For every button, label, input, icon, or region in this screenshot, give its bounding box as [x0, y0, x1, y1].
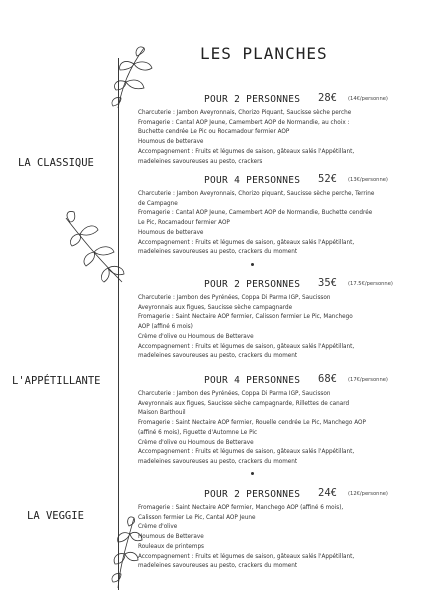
item-line: Charcuterie : Jambon Aveyronnais, Chorizo Piquant, Saucisse sèche perche: [138, 110, 352, 116]
category-appetillante: L'APPÉTILLANTE: [12, 375, 101, 387]
item-line: Aveyronnais aux figues, Saucisse sèche campagnarde: [138, 304, 293, 311]
menu-block-classique-2: [138, 92, 404, 167]
separator-dot: [251, 263, 254, 266]
item-line: Fromagerie : Saint Nectaire AOP fermier, Rouelle cendrée Le Pic, Manchego AOP: [138, 420, 366, 427]
category-veggie: LA VEGGIE: [27, 510, 84, 522]
item-line: (affiné 6 mois), Figuette d'Automne Le Pic: [138, 429, 258, 436]
item-line: Fromagerie : Saint Nectaire AOP fermier, Manchego AOP (affiné 6 mois),: [138, 505, 344, 511]
item-line: Accompagnement : Fruits et légumes de saison, gâteaux salés l'Appétillant,: [138, 343, 355, 350]
item-line: Crème d'olive ou Houmous de Betterave: [138, 439, 254, 446]
price-per-person: (17.5€/personne): [348, 281, 393, 287]
price-per-person: (13€/personne): [348, 177, 388, 183]
price-per-person: (14€/personne): [348, 96, 388, 102]
separator-dot: [251, 472, 254, 475]
category-classique: LA CLASSIQUE: [18, 157, 94, 169]
item-line: Charcuterie : Jambon des Pyrénées, Coppa Di Parma IGP, Saucisson: [138, 391, 331, 397]
item-line: de Campagne: [138, 200, 178, 207]
item-line: madeleines savoureuses au pesto, crackers du moment: [138, 249, 298, 256]
item-line: Crème d'olive: [138, 524, 178, 531]
item-line: Buchette cendrée Le Pic ou Rocamadour fermier AOP: [138, 129, 290, 136]
item-line: Calisson fermier Le Pic, Cantal AOP Jeune: [138, 514, 256, 521]
item-line: Accompagnement : Fruits et légumes de saison, gâteaux salés l'Appétillant,: [138, 449, 355, 456]
item-line: Aveyronnais aux figues, Saucisse sèche campagnarde, Rillettes de canard: [138, 400, 350, 407]
item-line: Crème d'olive ou Houmous de Betterave: [138, 333, 254, 340]
persons-label: POUR 2 PERSONNES: [204, 489, 301, 500]
item-line: Charcuterie : Jambon des Pyrénées, Coppa Di Parma IGP, Saucisson: [138, 295, 331, 301]
menu-block-classique-4: [138, 173, 404, 258]
price: 68€: [318, 373, 337, 385]
price: 52€: [318, 173, 337, 185]
item-line: AOP (affiné 6 mois): [138, 324, 193, 331]
page-title: LES PLANCHES: [200, 44, 328, 63]
item-line: Accompagnement : Fruits et légumes de saison, gâteaux salés l'Appétillant,: [138, 553, 355, 560]
persons-label: POUR 2 PERSONNES: [204, 94, 301, 105]
item-line: madeleines savoureuses au pesto, crackers: [138, 158, 263, 165]
menu-block-appetillante-4: [138, 373, 404, 468]
item-line: Maison Barthouil: [138, 410, 186, 417]
item-line: Houmous de Betterave: [138, 534, 204, 541]
item-line: Rouleaux de printemps: [138, 543, 205, 550]
persons-label: POUR 4 PERSONNES: [204, 175, 301, 186]
item-line: Fromagerie : Saint Nectaire AOP fermier, Calisson fermier Le Pic, Manchego: [138, 314, 353, 321]
item-line: Accompagnement : Fruits et légumes de saison, gâteaux salés l'Appétillant,: [138, 148, 355, 155]
persons-label: POUR 4 PERSONNES: [204, 375, 301, 386]
item-line: madeleines savoureuses au pesto, crackers du moment: [138, 458, 298, 465]
leaf-branch-middle-icon: [60, 210, 130, 290]
item-line: Fromagerie : Cantal AOP Jeune, Camembert AOP de Normandie, Buchette cendrée: [138, 210, 373, 217]
persons-label: POUR 2 PERSONNES: [204, 279, 301, 290]
item-line: Fromagerie : Cantal AOP Jeune, Camembert AOP de Normandie, au choix :: [138, 119, 350, 126]
item-line: Accompagnement : Fruits et légumes de saison, gâteaux salés l'Appétillant,: [138, 239, 355, 246]
item-line: Houmous de betterave: [138, 139, 204, 146]
item-line: madeleines savoureuses au pesto, crackers du moment: [138, 353, 298, 360]
price: 24€: [318, 487, 337, 499]
price: 35€: [318, 277, 337, 289]
price: 28€: [318, 92, 337, 104]
item-line: madeleines savoureuses au pesto, crackers du moment: [138, 563, 298, 570]
price-per-person: (17€/personne): [348, 377, 388, 383]
menu-block-appetillante-2: [138, 277, 404, 362]
item-line: Houmous de betterave: [138, 229, 204, 236]
item-line: Le Pic, Rocamadour fermier AOP: [138, 220, 230, 227]
menu-block-veggie-2: [138, 487, 404, 572]
price-per-person: (12€/personne): [348, 491, 388, 497]
item-line: Charcuterie : Jambon Aveyronnais, Chorizo piquant, Saucisse sèche perche, Terrine: [138, 191, 375, 197]
